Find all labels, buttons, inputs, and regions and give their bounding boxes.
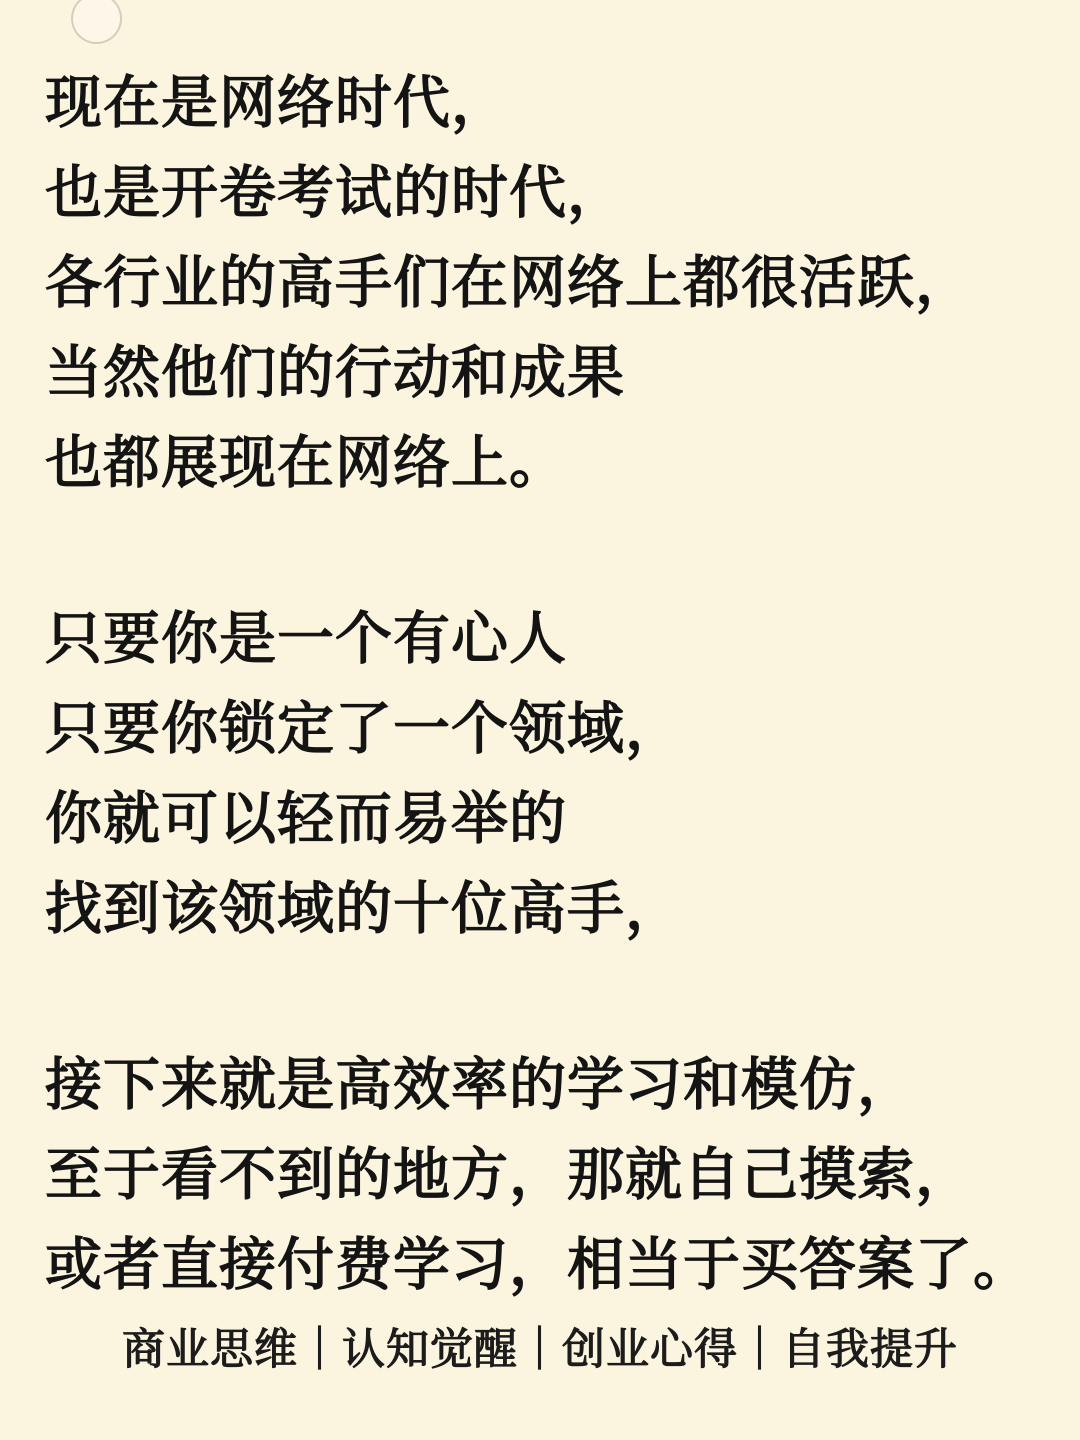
paragraph-3 bbox=[45, 1040, 1060, 1310]
body-text bbox=[45, 58, 1060, 1310]
text-line: 你就可以轻而易举的 bbox=[45, 786, 567, 852]
paragraph-1 bbox=[45, 58, 1060, 508]
paragraph-2 bbox=[45, 594, 1060, 954]
text-line: 也是开卷考试的时代， bbox=[45, 160, 625, 226]
text-line: 接下来就是高效率的学习和模仿， bbox=[45, 1052, 915, 1118]
text-line: 现在是网络时代， bbox=[45, 70, 509, 136]
text-line: 也都展现在网络上。 bbox=[45, 430, 567, 496]
text-line: 各行业的高手们在网络上都很活跃， bbox=[45, 250, 973, 316]
text-line: 找到该领域的十位高手， bbox=[45, 876, 683, 942]
text-line: 只要你锁定了一个领域， bbox=[45, 696, 683, 762]
footer-tag-line: 商业思维｜认知觉醒｜创业心得｜自我提升 bbox=[122, 1325, 958, 1375]
text-line: 或者直接付费学习，相当于买答案了。 bbox=[45, 1232, 1031, 1298]
text-line: 只要你是一个有心人 bbox=[45, 606, 567, 672]
text-line: 至于看不到的地方，那就自己摸索， bbox=[45, 1142, 973, 1208]
circle-watermark bbox=[71, 0, 122, 44]
text-line: 当然他们的行动和成果 bbox=[45, 340, 625, 406]
